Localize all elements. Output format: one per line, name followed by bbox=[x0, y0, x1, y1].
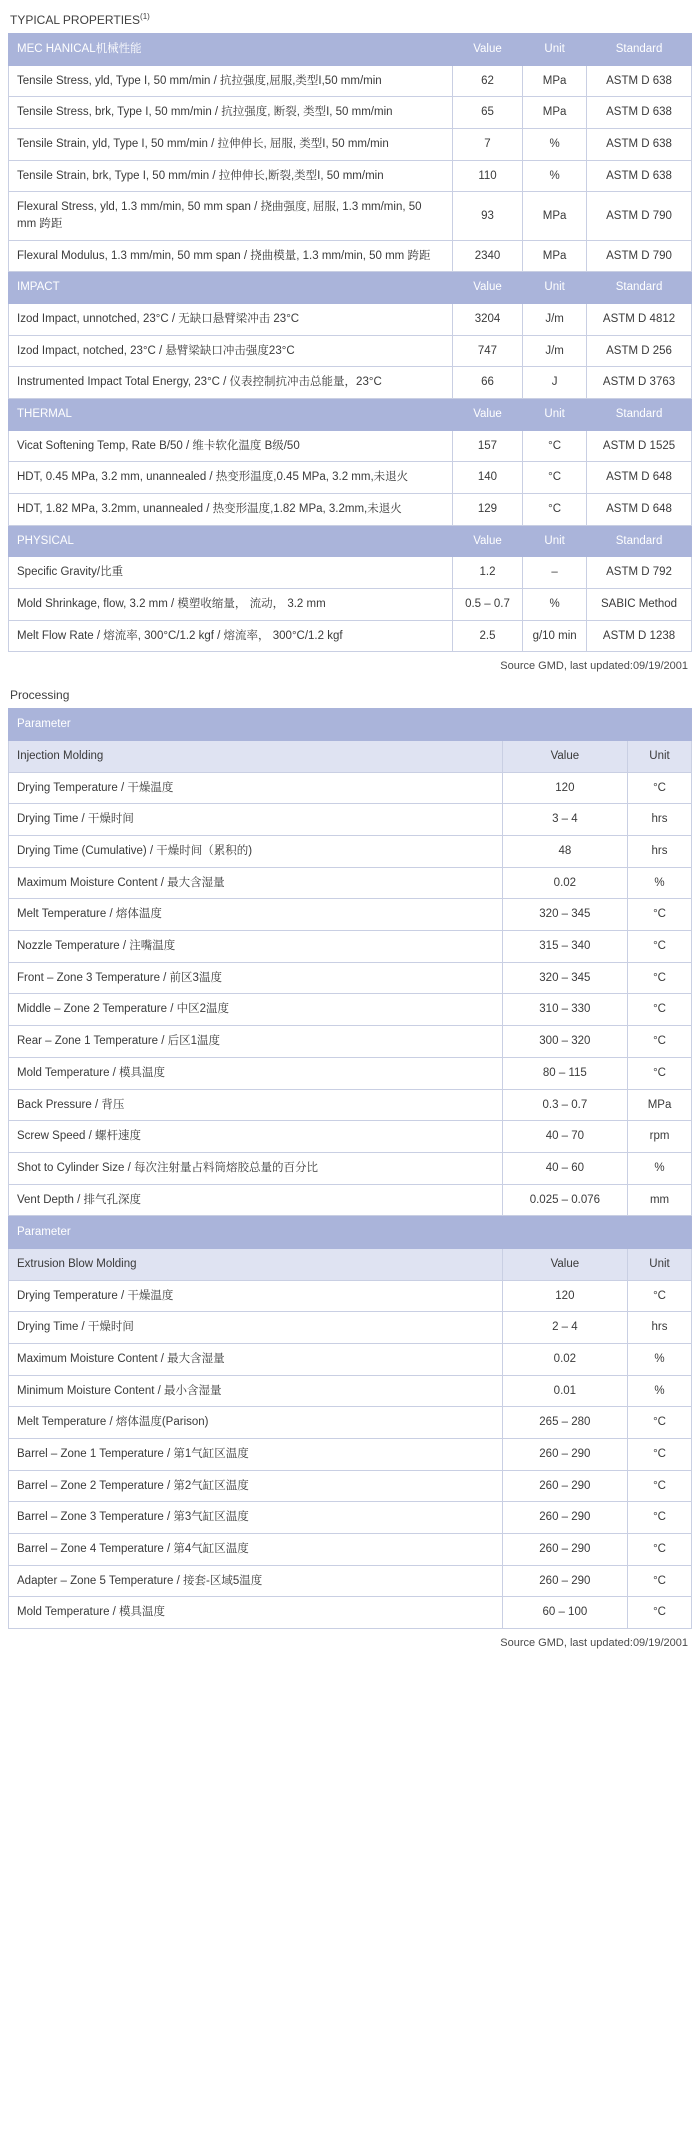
property-value: 3204 bbox=[452, 304, 522, 336]
table-row bbox=[9, 1280, 692, 1312]
typical-properties-title-superscript: (1) bbox=[140, 12, 150, 21]
property-standard: SABIC Method bbox=[587, 589, 692, 621]
parameter-unit: °C bbox=[628, 1407, 692, 1439]
parameter-description: Mold Temperature / 模具温度 bbox=[9, 1057, 503, 1089]
typical-properties-table bbox=[8, 33, 692, 652]
property-value: 2340 bbox=[452, 240, 522, 272]
table-row bbox=[9, 1089, 692, 1121]
parameter-header-label: Parameter bbox=[9, 709, 692, 741]
parameter-value: 80 – 115 bbox=[502, 1057, 627, 1089]
parameter-unit: °C bbox=[628, 1057, 692, 1089]
property-unit: °C bbox=[523, 430, 587, 462]
property-group-header bbox=[9, 399, 692, 431]
property-value: 0.5 – 0.7 bbox=[452, 589, 522, 621]
parameter-unit: hrs bbox=[628, 836, 692, 868]
table-row bbox=[9, 1121, 692, 1153]
property-group-name: MEC HANICAL机械性能 bbox=[9, 34, 453, 66]
parameter-description: Middle – Zone 2 Temperature / 中区2温度 bbox=[9, 994, 503, 1026]
property-unit: % bbox=[523, 160, 587, 192]
parameter-unit: °C bbox=[628, 994, 692, 1026]
table-row bbox=[9, 1375, 692, 1407]
property-description: Flexural Stress, yld, 1.3 mm/min, 50 mm span / 挠曲强度, 屈服, 1.3 mm/min, 50 mm 跨距 bbox=[9, 192, 453, 240]
property-unit: MPa bbox=[523, 240, 587, 272]
property-standard: ASTM D 638 bbox=[587, 97, 692, 129]
parameter-value: 300 – 320 bbox=[502, 1026, 627, 1058]
table-row bbox=[9, 1343, 692, 1375]
property-unit: MPa bbox=[523, 97, 587, 129]
parameter-unit: % bbox=[628, 1375, 692, 1407]
table-row bbox=[9, 836, 692, 868]
process-type-label: Extrusion Blow Molding bbox=[9, 1248, 503, 1280]
property-group-name: PHYSICAL bbox=[9, 525, 453, 557]
process-type-header-row bbox=[9, 1248, 692, 1280]
table-row bbox=[9, 1470, 692, 1502]
parameter-description: Barrel – Zone 1 Temperature / 第1气缸区温度 bbox=[9, 1438, 503, 1470]
property-value: 110 bbox=[452, 160, 522, 192]
parameter-description: Drying Temperature / 干燥温度 bbox=[9, 1280, 503, 1312]
parameter-value: 3 – 4 bbox=[502, 804, 627, 836]
process-type-label: Injection Molding bbox=[9, 741, 503, 773]
property-unit: °C bbox=[523, 462, 587, 494]
property-value: 66 bbox=[452, 367, 522, 399]
table-row bbox=[9, 557, 692, 589]
parameter-value: 40 – 60 bbox=[502, 1152, 627, 1184]
parameter-header-row bbox=[9, 709, 692, 741]
table-row bbox=[9, 931, 692, 963]
property-unit: – bbox=[523, 557, 587, 589]
parameter-unit: hrs bbox=[628, 1312, 692, 1344]
property-unit: g/10 min bbox=[523, 620, 587, 652]
typical-properties-title bbox=[8, 8, 692, 33]
table-row bbox=[9, 367, 692, 399]
typical-properties-title-text: TYPICAL PROPERTIES bbox=[10, 13, 141, 27]
parameter-description: Nozzle Temperature / 注嘴温度 bbox=[9, 931, 503, 963]
table-row bbox=[9, 620, 692, 652]
property-value: 747 bbox=[452, 335, 522, 367]
column-header-value: Value bbox=[452, 399, 522, 431]
property-value: 1.2 bbox=[452, 557, 522, 589]
process-type-header-row bbox=[9, 741, 692, 773]
parameter-description: Melt Temperature / 熔体温度 bbox=[9, 899, 503, 931]
parameter-unit: % bbox=[628, 867, 692, 899]
property-unit: MPa bbox=[523, 65, 587, 97]
property-group-header bbox=[9, 525, 692, 557]
property-standard: ASTM D 790 bbox=[587, 192, 692, 240]
parameter-header-label: Parameter bbox=[9, 1217, 692, 1249]
table-row bbox=[9, 160, 692, 192]
property-description: Specific Gravity/比重 bbox=[9, 557, 453, 589]
column-header-unit: Unit bbox=[523, 399, 587, 431]
property-unit: °C bbox=[523, 494, 587, 526]
parameter-value: 260 – 290 bbox=[502, 1438, 627, 1470]
column-header-standard: Standard bbox=[587, 272, 692, 304]
table-row bbox=[9, 97, 692, 129]
parameter-unit: hrs bbox=[628, 804, 692, 836]
parameter-description: Rear – Zone 1 Temperature / 后区1温度 bbox=[9, 1026, 503, 1058]
parameter-description: Vent Depth / 排气孔深度 bbox=[9, 1184, 503, 1216]
column-header-value: Value bbox=[502, 1248, 627, 1280]
table-row bbox=[9, 899, 692, 931]
parameter-value: 120 bbox=[502, 1280, 627, 1312]
parameter-description: Back Pressure / 背压 bbox=[9, 1089, 503, 1121]
table-row bbox=[9, 1407, 692, 1439]
property-unit: MPa bbox=[523, 192, 587, 240]
table-row bbox=[9, 129, 692, 161]
property-standard: ASTM D 792 bbox=[587, 557, 692, 589]
table-row bbox=[9, 589, 692, 621]
property-description: Instrumented Impact Total Energy, 23°C / 仪表控制抗冲击总能量，23°C bbox=[9, 367, 453, 399]
property-value: 2.5 bbox=[452, 620, 522, 652]
column-header-value: Value bbox=[452, 525, 522, 557]
parameter-unit: °C bbox=[628, 931, 692, 963]
table-row bbox=[9, 430, 692, 462]
table-row bbox=[9, 1597, 692, 1629]
property-unit: J bbox=[523, 367, 587, 399]
processing-table-injection-molding bbox=[8, 708, 692, 1216]
table-row bbox=[9, 1502, 692, 1534]
parameter-description: Barrel – Zone 2 Temperature / 第2气缸区温度 bbox=[9, 1470, 503, 1502]
property-value: 62 bbox=[452, 65, 522, 97]
property-standard: ASTM D 648 bbox=[587, 494, 692, 526]
property-value: 129 bbox=[452, 494, 522, 526]
property-standard: ASTM D 648 bbox=[587, 462, 692, 494]
parameter-value: 265 – 280 bbox=[502, 1407, 627, 1439]
parameter-description: Barrel – Zone 3 Temperature / 第3气缸区温度 bbox=[9, 1502, 503, 1534]
parameter-value: 48 bbox=[502, 836, 627, 868]
parameter-description: Melt Temperature / 熔体温度(Parison) bbox=[9, 1407, 503, 1439]
table-row bbox=[9, 304, 692, 336]
parameter-unit: °C bbox=[628, 899, 692, 931]
property-standard: ASTM D 638 bbox=[587, 160, 692, 192]
column-header-standard: Standard bbox=[587, 525, 692, 557]
column-header-standard: Standard bbox=[587, 399, 692, 431]
parameter-value: 60 – 100 bbox=[502, 1597, 627, 1629]
parameter-value: 315 – 340 bbox=[502, 931, 627, 963]
parameter-description: Drying Temperature / 干燥温度 bbox=[9, 772, 503, 804]
property-unit: J/m bbox=[523, 335, 587, 367]
property-standard: ASTM D 256 bbox=[587, 335, 692, 367]
processing-injection-body bbox=[9, 709, 692, 1216]
property-value: 157 bbox=[452, 430, 522, 462]
table-row bbox=[9, 65, 692, 97]
property-description: Melt Flow Rate / 熔流率, 300°C/1.2 kgf / 熔流率， 300°C/1.2 kgf bbox=[9, 620, 453, 652]
parameter-value: 40 – 70 bbox=[502, 1121, 627, 1153]
column-header-unit: Unit bbox=[628, 741, 692, 773]
column-header-unit: Unit bbox=[523, 34, 587, 66]
column-header-standard: Standard bbox=[587, 34, 692, 66]
property-standard: ASTM D 638 bbox=[587, 65, 692, 97]
parameter-value: 320 – 345 bbox=[502, 899, 627, 931]
property-standard: ASTM D 4812 bbox=[587, 304, 692, 336]
column-header-unit: Unit bbox=[523, 525, 587, 557]
parameter-description: Mold Temperature / 模具温度 bbox=[9, 1597, 503, 1629]
parameter-description: Drying Time (Cumulative) / 干燥时间（累积的) bbox=[9, 836, 503, 868]
parameter-description: Shot to Cylinder Size / 每次注射量占料筒熔胶总量的百分比 bbox=[9, 1152, 503, 1184]
parameter-description: Drying Time / 干燥时间 bbox=[9, 804, 503, 836]
parameter-description: Adapter – Zone 5 Temperature / 接套-区域5温度 bbox=[9, 1565, 503, 1597]
processing-source: Source GMD, last updated:09/19/2001 bbox=[500, 1636, 688, 1649]
property-description: Mold Shrinkage, flow, 3.2 mm / 模塑收缩量， 流动， 3.2 mm bbox=[9, 589, 453, 621]
property-standard: ASTM D 1238 bbox=[587, 620, 692, 652]
table-row bbox=[9, 335, 692, 367]
parameter-unit: °C bbox=[628, 772, 692, 804]
column-header-value: Value bbox=[452, 34, 522, 66]
property-description: Izod Impact, notched, 23°C / 悬臂梁缺口冲击强度23°C bbox=[9, 335, 453, 367]
property-value: 7 bbox=[452, 129, 522, 161]
parameter-unit: % bbox=[628, 1152, 692, 1184]
table-row bbox=[9, 462, 692, 494]
property-unit: % bbox=[523, 589, 587, 621]
property-unit: % bbox=[523, 129, 587, 161]
parameter-unit: MPa bbox=[628, 1089, 692, 1121]
table-row bbox=[9, 772, 692, 804]
parameter-value: 0.02 bbox=[502, 1343, 627, 1375]
typical-properties-body bbox=[9, 34, 692, 652]
table-row bbox=[9, 1438, 692, 1470]
table-row bbox=[9, 240, 692, 272]
parameter-description: Screw Speed / 螺杆速度 bbox=[9, 1121, 503, 1153]
table-row bbox=[9, 494, 692, 526]
parameter-description: Front – Zone 3 Temperature / 前区3温度 bbox=[9, 962, 503, 994]
table-row bbox=[9, 962, 692, 994]
parameter-value: 0.02 bbox=[502, 867, 627, 899]
column-header-value: Value bbox=[452, 272, 522, 304]
property-description: Tensile Strain, brk, Type I, 50 mm/min / 拉伸伸长,断裂,类型I, 50 mm/min bbox=[9, 160, 453, 192]
parameter-value: 0.025 – 0.076 bbox=[502, 1184, 627, 1216]
property-value: 65 bbox=[452, 97, 522, 129]
table-row bbox=[9, 1184, 692, 1216]
parameter-unit: °C bbox=[628, 1470, 692, 1502]
property-description: Tensile Stress, yld, Type I, 50 mm/min / 抗拉强度,屈服,类型I,50 mm/min bbox=[9, 65, 453, 97]
parameter-value: 260 – 290 bbox=[502, 1533, 627, 1565]
property-value: 140 bbox=[452, 462, 522, 494]
table-row bbox=[9, 804, 692, 836]
property-standard: ASTM D 1525 bbox=[587, 430, 692, 462]
parameter-value: 2 – 4 bbox=[502, 1312, 627, 1344]
column-header-unit: Unit bbox=[523, 272, 587, 304]
table-row bbox=[9, 1565, 692, 1597]
parameter-unit: °C bbox=[628, 1502, 692, 1534]
parameter-value: 0.01 bbox=[502, 1375, 627, 1407]
parameter-description: Barrel – Zone 4 Temperature / 第4气缸区温度 bbox=[9, 1533, 503, 1565]
parameter-value: 320 – 345 bbox=[502, 962, 627, 994]
parameter-value: 120 bbox=[502, 772, 627, 804]
parameter-unit: °C bbox=[628, 1597, 692, 1629]
parameter-unit: °C bbox=[628, 962, 692, 994]
property-group-header bbox=[9, 34, 692, 66]
table-row bbox=[9, 994, 692, 1026]
property-standard: ASTM D 790 bbox=[587, 240, 692, 272]
property-description: HDT, 0.45 MPa, 3.2 mm, unannealed / 热变形温度,0.45 MPa, 3.2 mm,未退火 bbox=[9, 462, 453, 494]
property-description: Tensile Stress, brk, Type I, 50 mm/min / 抗拉强度, 断裂, 类型I, 50 mm/min bbox=[9, 97, 453, 129]
column-header-value: Value bbox=[502, 741, 627, 773]
table-row bbox=[9, 1026, 692, 1058]
property-standard: ASTM D 3763 bbox=[587, 367, 692, 399]
column-header-unit: Unit bbox=[628, 1248, 692, 1280]
parameter-unit: rpm bbox=[628, 1121, 692, 1153]
parameter-unit: mm bbox=[628, 1184, 692, 1216]
parameter-unit: °C bbox=[628, 1565, 692, 1597]
parameter-value: 260 – 290 bbox=[502, 1470, 627, 1502]
table-row bbox=[9, 1312, 692, 1344]
table-row bbox=[9, 1057, 692, 1089]
property-group-name: THERMAL bbox=[9, 399, 453, 431]
property-description: Vicat Softening Temp, Rate B/50 / 维卡软化温度 B级/50 bbox=[9, 430, 453, 462]
parameter-unit: °C bbox=[628, 1026, 692, 1058]
parameter-description: Maximum Moisture Content / 最大含湿量 bbox=[9, 1343, 503, 1375]
parameter-unit: °C bbox=[628, 1533, 692, 1565]
table-row bbox=[9, 1533, 692, 1565]
parameter-description: Drying Time / 干燥时间 bbox=[9, 1312, 503, 1344]
parameter-description: Maximum Moisture Content / 最大含湿量 bbox=[9, 867, 503, 899]
typical-properties-source: Source GMD, last updated:09/19/2001 bbox=[500, 660, 688, 673]
property-group-header bbox=[9, 272, 692, 304]
parameter-unit: % bbox=[628, 1343, 692, 1375]
processing-extrusion-body bbox=[9, 1217, 692, 1629]
parameter-unit: °C bbox=[628, 1438, 692, 1470]
parameter-value: 310 – 330 bbox=[502, 994, 627, 1026]
property-description: Izod Impact, unnotched, 23°C / 无缺口悬臂梁冲击 23°C bbox=[9, 304, 453, 336]
table-row bbox=[9, 1152, 692, 1184]
table-row bbox=[9, 867, 692, 899]
parameter-header-row bbox=[9, 1217, 692, 1249]
parameter-value: 260 – 290 bbox=[502, 1502, 627, 1534]
property-value: 93 bbox=[452, 192, 522, 240]
table-row bbox=[9, 192, 692, 240]
processing-title: Processing bbox=[10, 688, 70, 703]
parameter-unit: °C bbox=[628, 1280, 692, 1312]
parameter-value: 260 – 290 bbox=[502, 1565, 627, 1597]
property-description: Tensile Strain, yld, Type I, 50 mm/min / 拉伸伸长, 屈服, 类型I, 50 mm/min bbox=[9, 129, 453, 161]
property-unit: J/m bbox=[523, 304, 587, 336]
parameter-description: Minimum Moisture Content / 最小含湿量 bbox=[9, 1375, 503, 1407]
property-description: Flexural Modulus, 1.3 mm/min, 50 mm span / 挠曲模量, 1.3 mm/min, 50 mm 跨距 bbox=[9, 240, 453, 272]
property-standard: ASTM D 638 bbox=[587, 129, 692, 161]
property-description: HDT, 1.82 MPa, 3.2mm, unannealed / 热变形温度,1.82 MPa, 3.2mm,未退火 bbox=[9, 494, 453, 526]
processing-table-extrusion-blow-molding bbox=[8, 1216, 692, 1629]
property-group-name: IMPACT bbox=[9, 272, 453, 304]
parameter-value: 0.3 – 0.7 bbox=[502, 1089, 627, 1121]
